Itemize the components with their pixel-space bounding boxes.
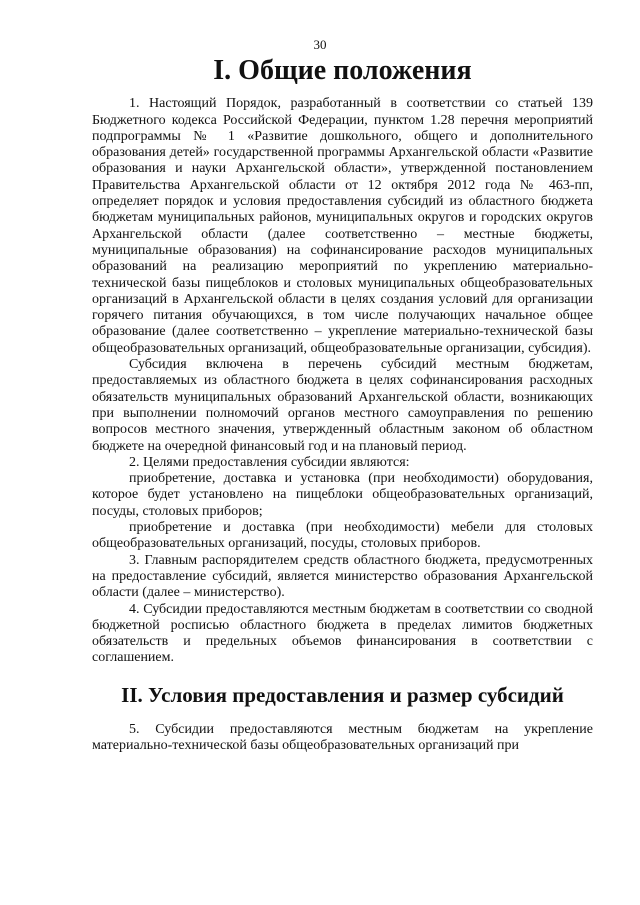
paragraph-1-purpose: 1. Настоящий Порядок, разработанный в соответствии со статьей 139 Бюджетного кодекса Российской Федерации, пунктом 1.28 перечня мероприятий подпрограммы № 1 «Развитие дошкольного, общего и дополнительного образования детей» государственной программы Архангельской области «Развитие образования и науки Архангельской области», утвержденной постановлением Правительства Архангельской области от 12 октября 2012 года № 463-пп, определяет порядок и условия предоставления субсидий из областного бюджета бюджетам муниципальных районов, муниципальных округов и городских округов Архангельской области (далее соответственно – местные бюджеты, муниципальные образования) на софинансирование расходов муниципальных образований на реализацию мероприятий по укреплению материально-технической базы пищеблоков и столовых муниципальных общеобразовательных организаций в Архангельской области в целях создания условий для организации горячего питания обучающихся, в том числе получающих начальное общее образование (далее соответственно – укрепление материально-технической базы общеобразовательных организаций, общеобразовательные организации, субсидия). <box>92 96 593 356</box>
paragraph-3-chief-manager: 3. Главным распорядителем средств областного бюджета, предусмотренных на предоставление субсидий, является министерство образования Архангельской области (далее – министерство). <box>92 552 593 601</box>
paragraph-goal-equipment: приобретение, доставка и установка (при необходимости) оборудования, которое будет установлено на пищеблоки общеобразовательных организаций, посуды, столовых приборов; <box>92 471 593 519</box>
paragraph-4-subsidy-provision: 4. Субсидии предоставляются местным бюджетам в соответствии со сводной бюджетной росписью областного бюджета в пределах лимитов бюджетных обязательств и предельных объемов финансирования в соответствии с соглашением. <box>92 601 593 666</box>
paragraph-goal-furniture: приобретение и доставка (при необходимости) мебели для столовых общеобразовательных организаций, посуды, столовых приборов. <box>92 520 593 552</box>
section-heading-general-provisions: I. Общие положения <box>213 55 472 86</box>
page-number: 30 <box>313 37 327 52</box>
paragraph-subsidy-inclusion: Субсидия включена в перечень субсидий местным бюджетам, предоставляемых из областного бюджета в целях софинансирования расходных обязательств муниципальных образований Архангельской области, возникающих при выполнении полномочий органов местного самоуправления по решению вопросов местного значения, утвержденный областным законом об областном бюджете на очередной финансовый год и на плановый период. <box>92 357 593 454</box>
paragraph-5-conditions: 5. Субсидии предоставляются местным бюджетам на укрепление материально-технической базы общеобразовательных организаций при <box>92 721 593 754</box>
document-body <box>92 55 593 755</box>
section-heading-conditions: II. Условия предоставления и размер субсидий <box>121 682 564 707</box>
paragraph-2-goals: 2. Целями предоставления субсидии являются: <box>129 454 410 470</box>
